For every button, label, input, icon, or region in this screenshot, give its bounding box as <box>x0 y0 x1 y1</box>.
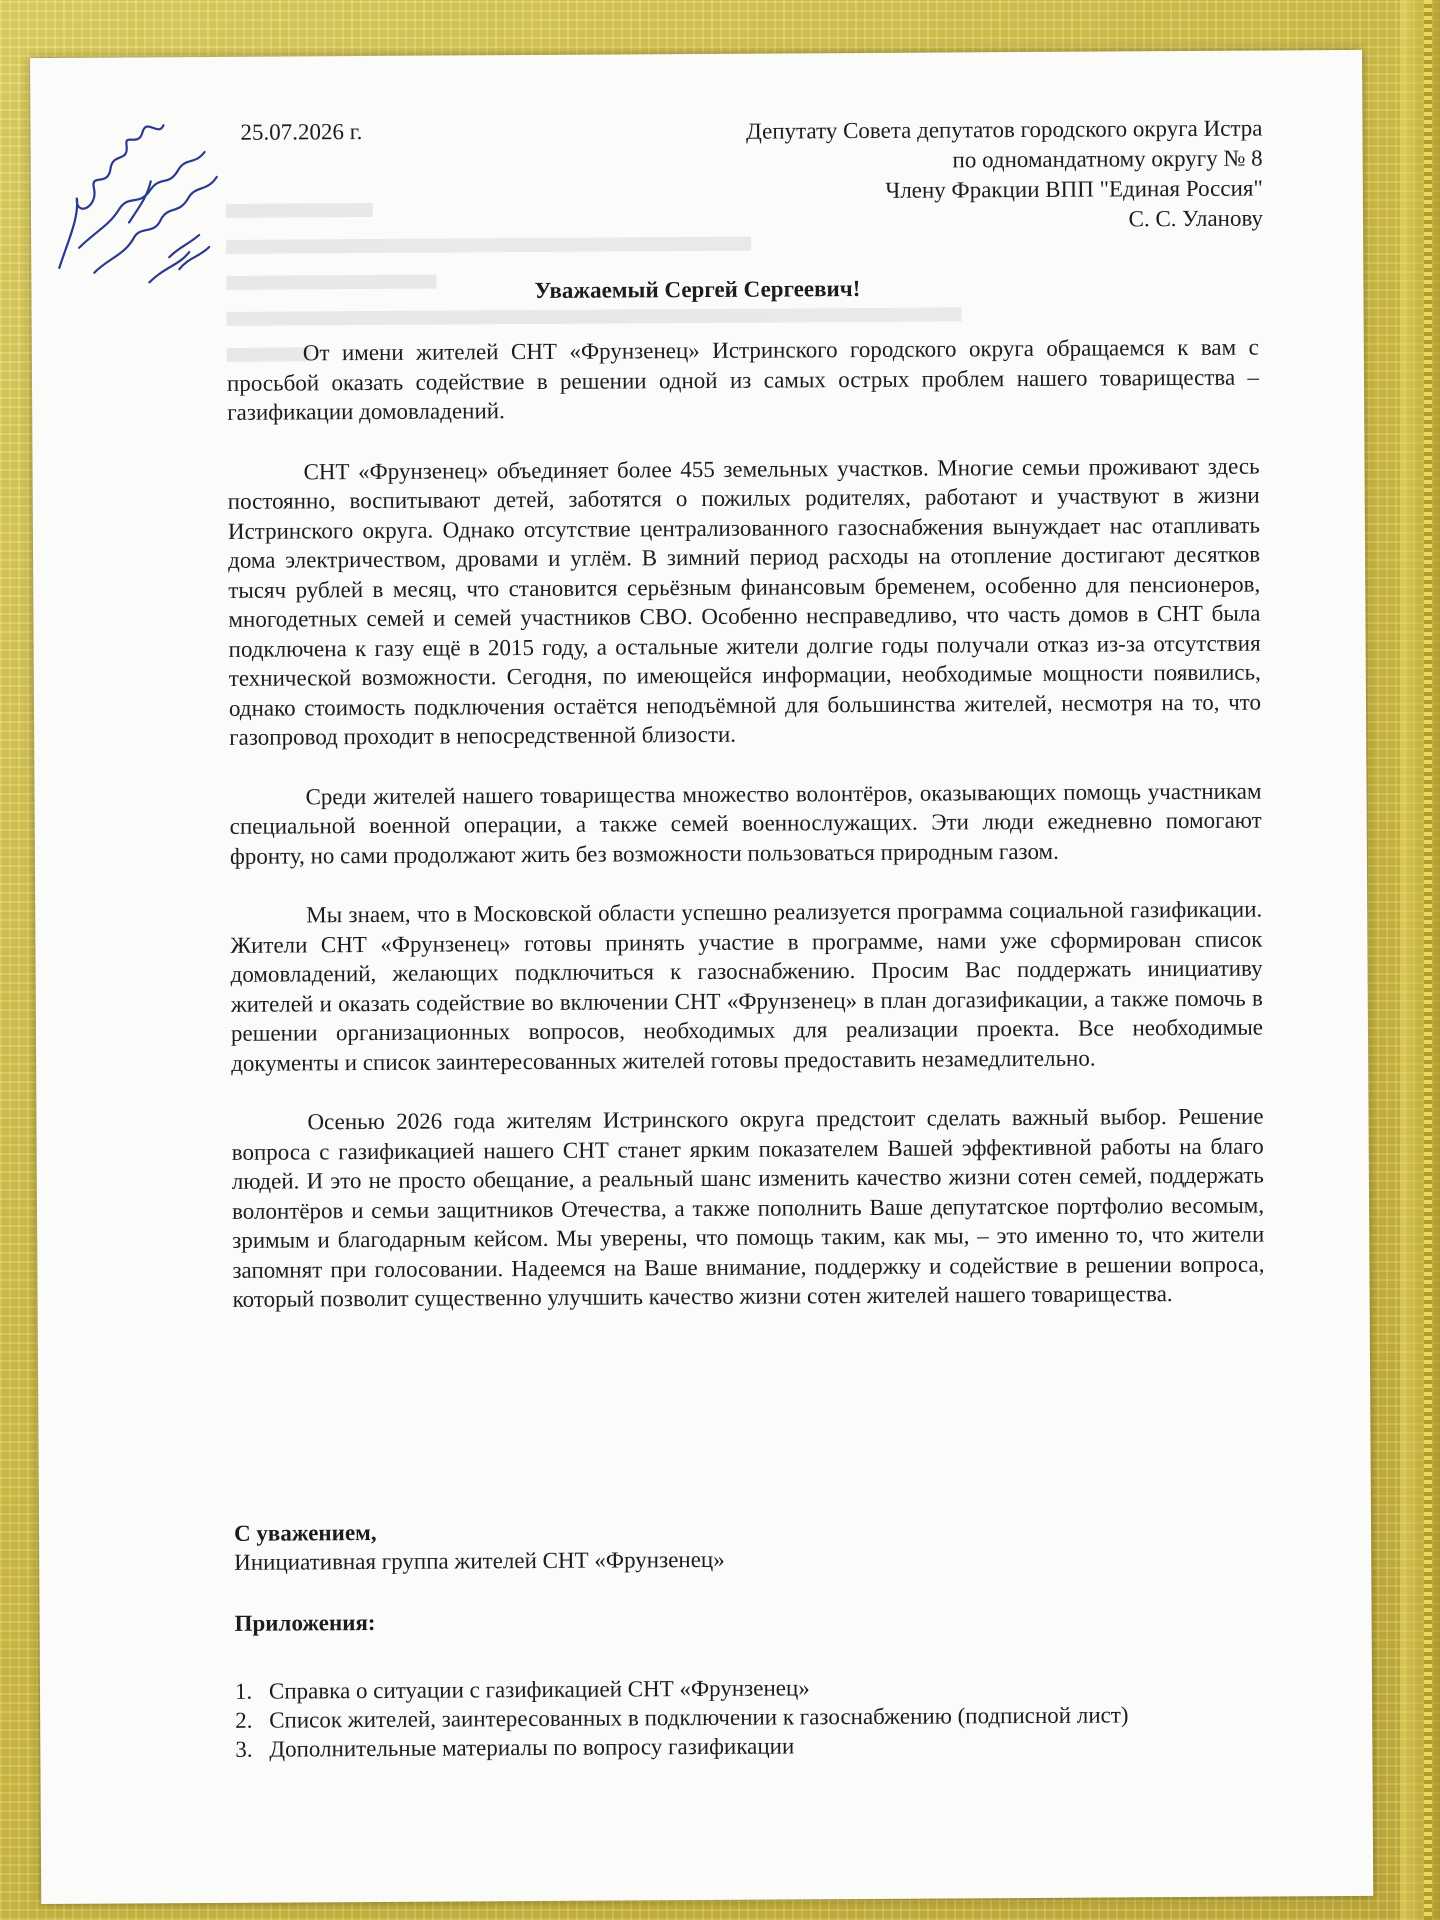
body-paragraph: СНТ «Фрунзенец» объединяет более 455 земельных участков. Многие семьи проживают здесь постоянно, воспитывают детей, заботятся о пожилых родителях, работают и участвуют в жизни Истринского округа. Однако отсутствие централизованного газоснабжения вынуждает нас отапливать дома электричеством, дровами и углём. В зимний период расходы на отопление достигают десятков тысяч рублей в месяц, что становится серьёзным финансовым бременем, особенно для пенсионеров, многодетных семей и семей участников СВО. Особенно несправедливо, что часть домов в СНТ была подключена к газу ещё в 2015 году, а остальные жители долгие годы получали отказ из-за отсутствия технической возможности. Сегодня, по имеющейся информации, необходимые мощности появились, однако стоимость подключения остаётся неподъёмной для большинства жителей, несмотря на то, что газопровод проходит в непосредственной близости. <box>227 453 1262 750</box>
letter-page <box>30 50 1373 1904</box>
salutation: Уважаемый Сергей Сергеевич! <box>534 276 861 303</box>
closing-block <box>234 1516 725 1577</box>
body-paragraph: От имени жителей СНТ «Фрунзенец» Истринского городского округа обращаемся к вам с просьбой оказать содействие в решении одной из самых острых проблем нашего товарищества – газификации домовладений. <box>226 334 1260 425</box>
attachment-number: 1. <box>234 1678 253 1704</box>
attachment-text: Справка о ситуации с газификацией СНТ «Фрунзенец» <box>268 1675 810 1704</box>
addressee-line: С. С. Уланову <box>1128 205 1264 232</box>
addressee-block <box>746 114 1263 237</box>
letter-body <box>227 333 1265 1345</box>
attachment-number: 3. <box>235 1736 253 1762</box>
attachment-text: Дополнительные материалы по вопросу газификации <box>269 1733 795 1762</box>
signed-by: Инициативная группа жителей СНТ «Фрунзенец» <box>234 1546 725 1575</box>
body-paragraph: Осенью 2026 года жителям Истринского округа предстоит сделать важный выбор. Решение вопроса с газификацией нашего СНТ станет ярким показателем Вашей эффективной работы на благо людей. И это не просто обещание, а реальный шанс изменить качество жизни сотен семей, поддержать волонтёров и семьи защитников Отечества, а также пополнить Ваше депутатское портфолио весомым, зримым и благодарным кейсом. Мы уверены, что помощь таким, как мы, – это именно то, что жители запомнят при голосовании. Надеемся на Ваше внимание, поддержку и содействие в решении вопроса, который позволит существенно улучшить качество жизни сотен жителей нашего товарищества. <box>231 1103 1265 1312</box>
addressee-line: Члену Фракции ВПП "Единая Россия" <box>885 175 1263 203</box>
handwritten-signature <box>38 97 249 288</box>
addressee-line: Депутату Совета депутатов городского округа Истра <box>746 115 1263 144</box>
addressee-line: по одномандатному округу № 8 <box>952 145 1263 173</box>
attachments-list <box>235 1670 1293 1763</box>
body-paragraph: Среди жителей нашего товарищества множество волонтёров, оказывающих помощь участникам специальной военной операции, а также семей военнослужащих. Эти люди ежедневно помогают фронту, но сами продолжают жить без возможности пользоваться природным газом. <box>229 778 1262 869</box>
body-paragraph: Мы знаем, что в Московской области успешно реализуется программа социальной газификации. Жители СНТ «Фрунзенец» готовы принять участие в программе, нами уже сформирован список домовладений, желающих подключиться к газоснабжению. Просим Вас поддержать инициативу жителей и оказать содействие во включении СНТ «Фрунзенец» в план догазификации, а также помочь в решении организационных вопросов, необходимых для реализации проекта. Все необходимые документы и список заинтересованных жителей готовы предоставить незамедлительно. <box>230 896 1264 1076</box>
folder-edge <box>1400 0 1440 1920</box>
attachments-title: Приложения: <box>234 1609 376 1636</box>
attachment-item <box>235 1728 1292 1763</box>
attachment-number: 2. <box>235 1707 253 1733</box>
letter-date: 25.07.2026 г. <box>240 119 363 145</box>
attachment-text: Список жителей, заинтересованных в подключении к газоснабжению (подписной лист) <box>269 1702 1129 1733</box>
closing-phrase: С уважением, <box>233 1519 377 1546</box>
folder-zipper <box>1424 0 1432 1920</box>
